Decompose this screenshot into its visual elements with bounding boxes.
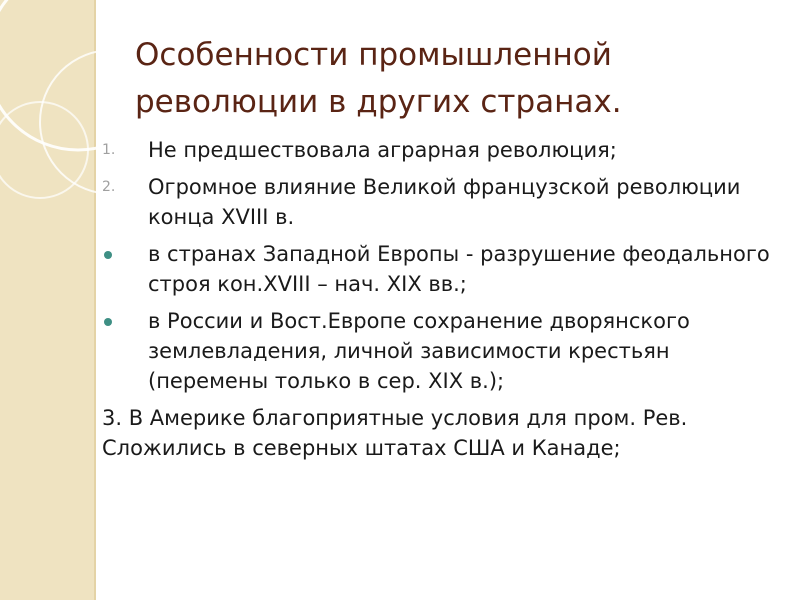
bullet-icon (104, 251, 112, 259)
slide-title: Особенности промышленной революции в других странах. (135, 37, 622, 120)
list-item-text: Не предшествовала аграрная революция; (148, 138, 617, 162)
list-item-text: Огромное влияние Великой французской революции конца XVIII в. (148, 175, 741, 229)
list-item (96, 172, 786, 232)
list-number: 1. (102, 142, 116, 158)
list-number: 2. (102, 179, 116, 195)
bullet-icon (104, 318, 112, 326)
list-item (96, 239, 786, 299)
list-item (96, 135, 786, 165)
list-item-text: в России и Вост.Европе сохранение дворянского землевладения, личной зависимости крестьян (перемены только в сер. XIX в.); (148, 309, 690, 393)
footer-paragraph: 3. В Америке благоприятные условия для пром. Рев. Сложились в северных штатах США и Канаде; (102, 406, 688, 460)
list-item-text: в странах Западной Европы - разрушение феодального строя кон.XVIII – нач. XIX вв.; (148, 242, 770, 296)
list-item (96, 306, 786, 396)
slide-content (96, 135, 786, 463)
